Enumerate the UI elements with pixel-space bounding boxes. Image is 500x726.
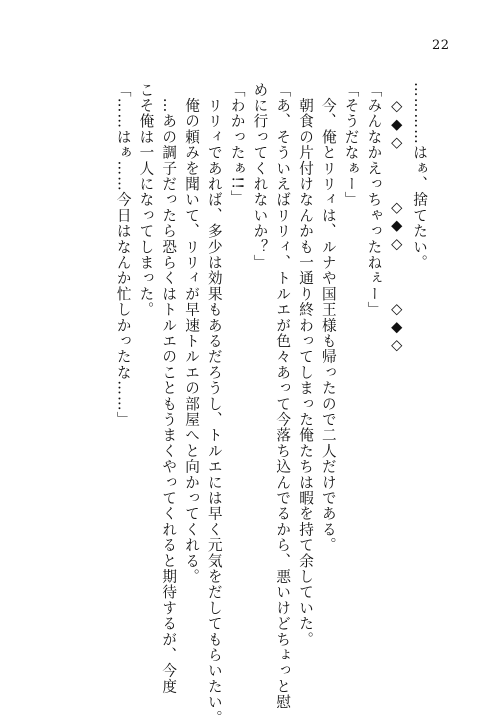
text-line: 「……はぁ……今日はなんか忙しかったな……」 [114,82,132,428]
text-line: 「そうだなぁー」 [342,82,360,208]
novel-text-block [111,82,430,726]
text-line: 「わかったぁ!!」 [228,82,246,206]
page-number: 22 [432,38,450,53]
text-line: 「あ、そういえばリリィ、トルエが色々あって今落ち込んでるから、悪いけどちょっと慰 [274,82,292,710]
text-line: …………はぁ、捨てたい。 [411,82,428,271]
text-line: 俺の頼みを聞いて、リリィが早速トルエの部屋へと向かってくれる。 [183,82,201,585]
text-line: こそ俺は一人になってしまった。 [137,82,155,318]
section-break-diamonds: ◇◆◇ ◇◆◇ ◇◆◇ [388,82,406,355]
text-line: 朝食の片付けなんかも一通り終わってしまった俺たちは暇を持て余していた。 [297,82,315,648]
text-line: 「みんなかえっちゃったねぇー」 [365,82,383,318]
text-line: 今、俺とリリィは、ルナや国王様も帰ったので二人だけである。 [319,82,337,553]
text-line: リリィであれば、多少は効果もあるだろうし、トルエには早く元気をだしてもらいたい。 [205,82,223,726]
text-line: …あの調子だったら恐らくはトルエのこともうまくやってくれると期待するが、今度 [160,82,178,695]
text-line: めに行ってくれないか？」 [251,82,269,271]
